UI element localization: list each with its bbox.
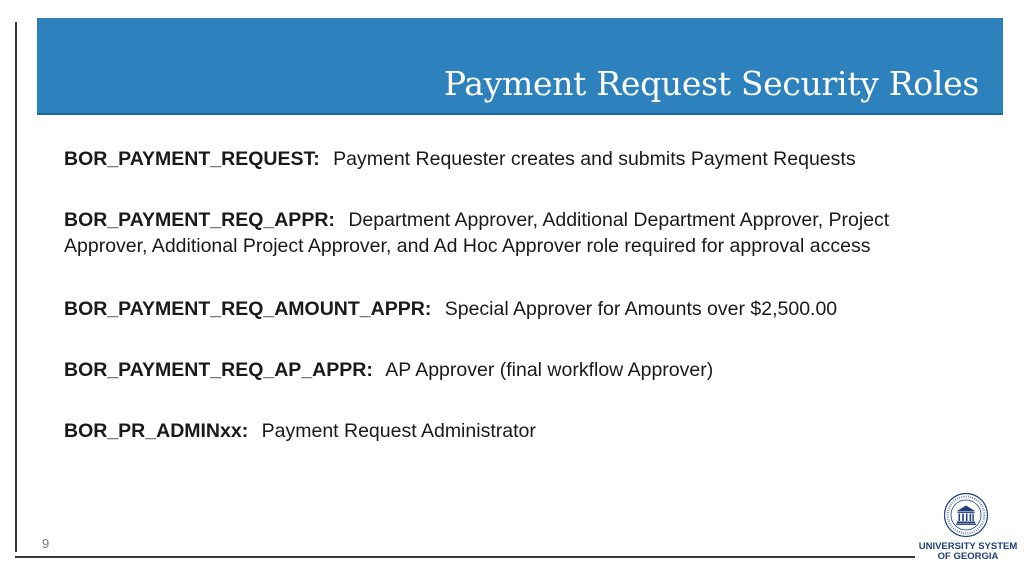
role-code: BOR_PR_ADMINxx: — [64, 420, 249, 442]
logo-line-2: OF GEORGIA — [937, 551, 999, 562]
role-item — [64, 418, 964, 444]
role-description: AP Approver (final workflow Approver) — [385, 359, 714, 381]
role-description: Payment Requester creates and submits Payment Requests — [333, 148, 856, 170]
role-description: Special Approver for Amounts over $2,500.00 — [444, 298, 838, 320]
role-code: BOR_PAYMENT_REQUEST: — [64, 148, 320, 170]
logo-line-1: UNIVERSITY SYSTEM — [918, 541, 1018, 552]
slide-title: Payment Request Security Roles — [443, 64, 979, 103]
page-number: 9 — [42, 536, 50, 551]
role-description: Department Approver, Additional Department Approver, Project Approver, Additional Project Approver, and Ad Hoc Approver role required for approval access — [64, 209, 890, 257]
role-code: BOR_PAYMENT_REQ_AP_APPR: — [64, 359, 373, 381]
role-item — [64, 207, 964, 259]
university-seal-icon — [943, 492, 989, 538]
usg-logo — [918, 492, 1018, 564]
bottom-border-rule — [15, 556, 915, 558]
role-item — [64, 296, 964, 322]
role-item — [64, 357, 964, 383]
role-item — [64, 146, 964, 172]
logo-wordmark — [918, 542, 1018, 562]
role-code: BOR_PAYMENT_REQ_AMOUNT_APPR: — [64, 298, 432, 320]
role-description: Payment Request Administrator — [261, 420, 536, 442]
role-code: BOR_PAYMENT_REQ_APPR: — [64, 209, 335, 231]
left-border-rule — [15, 22, 17, 552]
roles-list — [64, 146, 964, 479]
title-bar — [37, 18, 1003, 115]
